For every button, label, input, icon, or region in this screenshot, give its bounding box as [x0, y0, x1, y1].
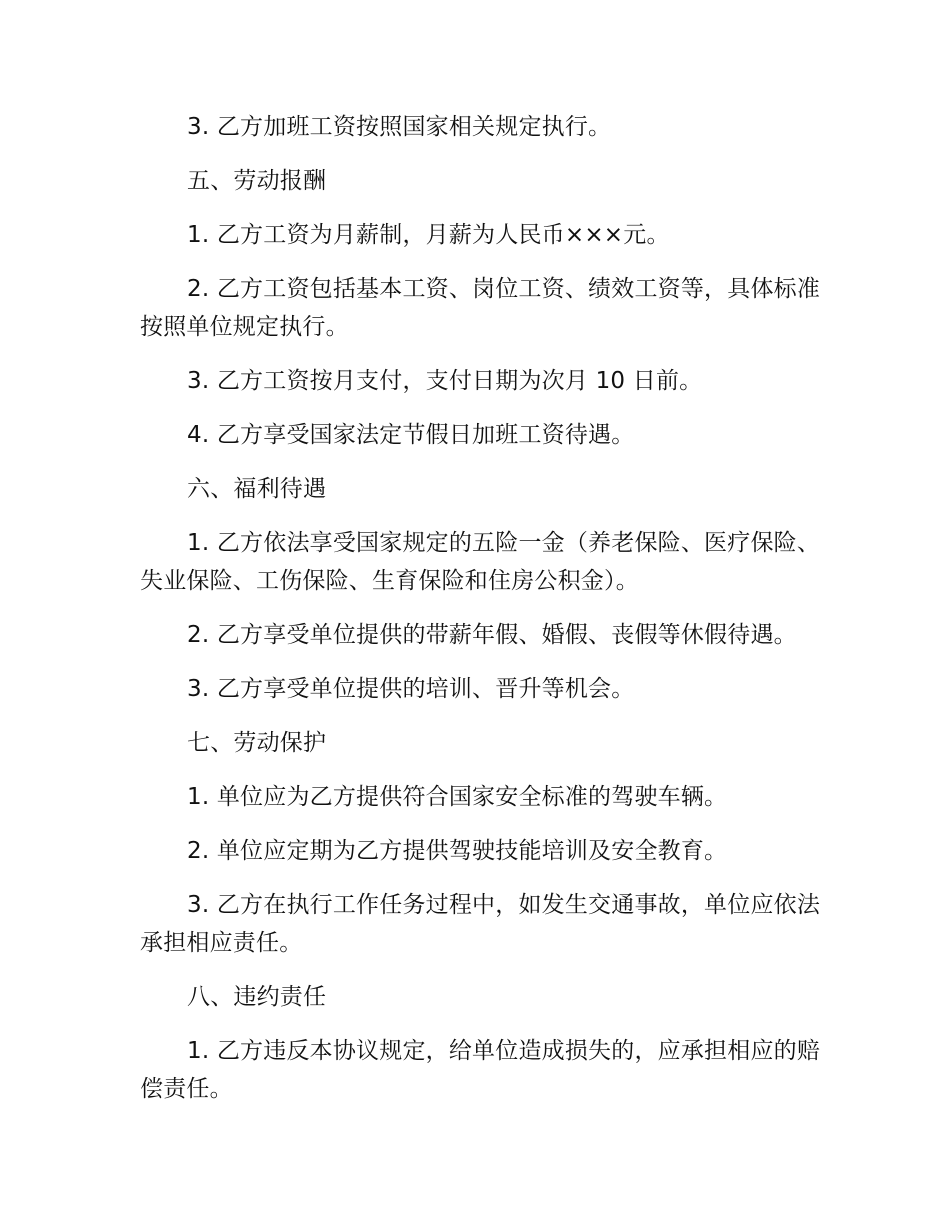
paragraph-compensation-liability: 1. 乙方违反本协议规定，给单位造成损失的，应承担相应的赔偿责任。: [140, 1038, 821, 1102]
paragraph-safety-training: 2. 单位应定期为乙方提供驾驶技能培训及安全教育。: [187, 838, 728, 864]
paragraph-paid-leave: 2. 乙方享受单位提供的带薪年假、婚假、丧假等休假待遇。: [187, 622, 797, 648]
document-body: [140, 108, 830, 1124]
paragraph-holiday-overtime: 4. 乙方享受国家法定节假日加班工资待遇。: [187, 422, 635, 448]
paragraph-accident-liability: 3. 乙方在执行工作任务过程中，如发生交通事故，单位应依法承担相应责任。: [140, 892, 821, 956]
paragraph-salary-components: 2. 乙方工资包括基本工资、岗位工资、绩效工资等，具体标准按照单位规定执行。: [140, 276, 821, 340]
paragraph-overtime-pay: 3. 乙方加班工资按照国家相关规定执行。: [187, 114, 612, 140]
section-heading-breach-liability: 八、违约责任: [187, 984, 327, 1010]
section-heading-benefits: 六、福利待遇: [187, 476, 327, 502]
paragraph-payment-date: 3. 乙方工资按月支付，支付日期为次月 10 日前。: [187, 368, 703, 394]
paragraph-monthly-salary: 1. 乙方工资为月薪制，月薪为人民币×××元。: [187, 222, 670, 248]
paragraph-social-insurance: 1. 乙方依法享受国家规定的五险一金（养老保险、医疗保险、失业保险、工伤保险、生育保险和住房公积金）。: [140, 530, 821, 594]
paragraph-safe-vehicle: 1. 单位应为乙方提供符合国家安全标准的驾驶车辆。: [187, 784, 728, 810]
section-heading-labor-protection: 七、劳动保护: [187, 730, 327, 756]
paragraph-training-promotion: 3. 乙方享受单位提供的培训、晋升等机会。: [187, 676, 635, 702]
section-heading-compensation: 五、劳动报酬: [187, 168, 327, 194]
